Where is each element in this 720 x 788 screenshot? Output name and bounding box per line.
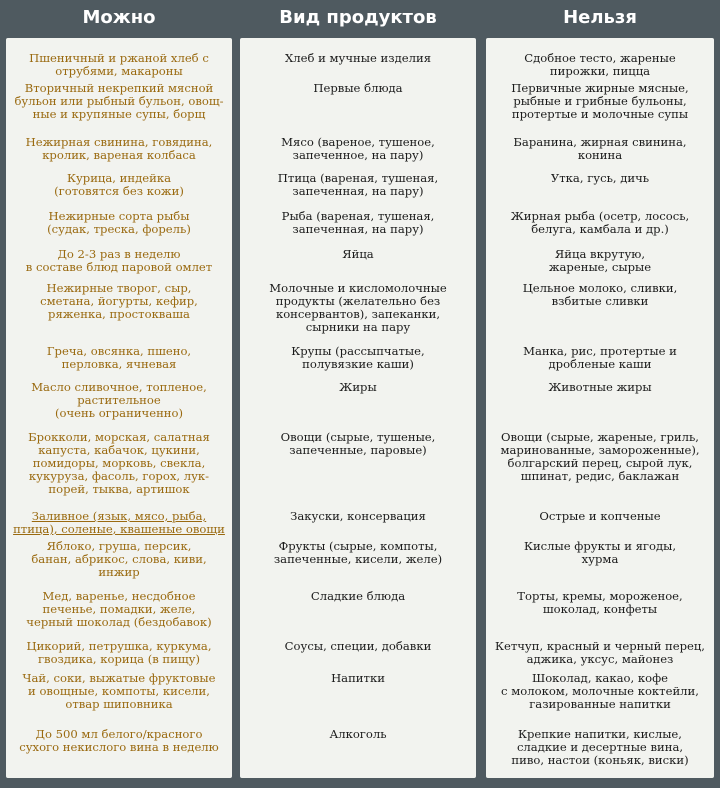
cell-cannot-10: Овощи (сырые, жареные, гриль, маринованные, замороженные), болгарский перец, сырой лук, шпинат, редис, баклажан — [500, 430, 700, 483]
cell-can-13: Мед, варенье, несдобное печенье, помадки, желе, черный шоколад (бездобавок) — [26, 589, 212, 629]
cell-can-9: Масло сливочное, топленое, растительное (очень ограниченно) — [31, 380, 207, 420]
header-cannot: Нельзя — [563, 7, 637, 28]
cell-type-8: Крупы (рассыпчатые, полувязкие каши) — [291, 344, 425, 371]
footer-bar — [0, 778, 720, 788]
column-can — [6, 38, 232, 778]
cell-can-6: До 2-3 раз в неделю в составе блюд паровой омлет — [25, 247, 213, 274]
cell-cannot-8: Манка, рис, протертые и дробленые каши — [523, 344, 677, 371]
cell-cannot-14: Кетчуп, красный и черный перец, аджика, уксус, майонез — [494, 639, 705, 666]
cell-cannot-5: Жирная рыба (осетр, лосось, белуга, камбала и др.) — [510, 209, 690, 236]
cell-cannot-9: Животные жиры — [548, 380, 652, 394]
cell-type-15: Напитки — [331, 671, 385, 685]
cell-type-10: Овощи (сырые, тушеные, запеченные, паровые) — [280, 430, 436, 457]
table-header — [0, 0, 720, 36]
cell-can-5: Нежирные сорта рыбы (судак, треска, форель) — [47, 209, 191, 236]
cell-cannot-13: Торты, кремы, мороженое, шоколад, конфеты — [517, 589, 683, 616]
header-can: Можно — [82, 7, 156, 28]
cell-type-14: Соусы, специи, добавки — [284, 639, 432, 653]
cell-type-2: Первые блюда — [313, 81, 403, 95]
cell-type-5: Рыба (вареная, тушеная, запеченная, на пару) — [281, 209, 435, 236]
cell-type-1: Хлеб и мучные изделия — [284, 51, 432, 65]
cell-type-3: Мясо (вареное, тушеное, запеченное, на пару) — [281, 135, 435, 162]
cell-cannot-3: Баранина, жирная свинина, конина — [513, 135, 687, 162]
column-cannot — [486, 38, 714, 778]
cell-can-11: Заливное (язык, мясо, рыба, птица), соленые, квашеные овощи — [13, 509, 225, 536]
cell-can-14: Цикорий, петрушка, куркума, гвоздика, корица (в пищу) — [26, 639, 212, 666]
cell-can-8: Греча, овсянка, пшено, перловка, ячневая — [46, 344, 192, 371]
header-type: Вид продуктов — [279, 7, 437, 28]
cell-can-15: Чай, соки, выжатые фруктовые и овощные, компоты, кисели, отвар шиповника — [22, 671, 216, 711]
cell-can-2: Вторичный некрепкий мясной бульон или рыбный бульон, овощ- ные и крупяные супы, борщ — [14, 81, 224, 121]
cell-cannot-1: Сдобное тесто, жареные пирожки, пицца — [524, 51, 676, 78]
cell-cannot-4: Утка, гусь, дичь — [550, 171, 650, 185]
cell-cannot-7: Цельное молоко, сливки, взбитые сливки — [522, 281, 678, 308]
cell-can-16: До 500 мл белого/красного сухого некислого вина в неделю — [19, 727, 219, 754]
cell-type-12: Фрукты (сырые, компоты, запеченные, кисели, желе) — [273, 539, 443, 566]
cell-type-4: Птица (вареная, тушеная, запеченная, на пару) — [277, 171, 439, 198]
cell-can-12: Яблоко, груша, персик, банан, абрикос, слова, киви, инжир — [31, 539, 207, 579]
cell-type-13: Сладкие блюда — [310, 589, 406, 603]
cell-cannot-16: Крепкие напитки, кислые, сладкие и десертные вина, пиво, настои (коньяк, виски) — [511, 727, 689, 767]
cell-can-4: Курица, индейка (готовятся без кожи) — [54, 171, 184, 198]
cell-cannot-12: Кислые фрукты и ягоды, хурма — [523, 539, 677, 566]
cell-type-9: Жиры — [339, 380, 377, 394]
cell-can-7: Нежирные творог, сыр, сметана, йогурты, кефир, ряженка, простокваша — [40, 281, 198, 321]
cell-can-3: Нежирная свинина, говядина, кролик, вареная колбаса — [25, 135, 213, 162]
column-type — [240, 38, 476, 778]
cell-cannot-11: Острые и копченые — [539, 509, 661, 523]
cell-can-1: Пшеничный и ржаной хлеб с отрубями, макароны — [29, 51, 209, 78]
cell-type-16: Алкоголь — [329, 727, 387, 741]
cell-cannot-6: Яйца вкрутую, жареные, сырые — [548, 247, 652, 274]
cell-cannot-2: Первичные жирные мясные, рыбные и грибные бульоны, протертые и молочные супы — [511, 81, 689, 121]
cell-type-11: Закуски, консервация — [290, 509, 426, 523]
cell-cannot-15: Шоколад, какао, кофе с молоком, молочные коктейли, газированные напитки — [501, 671, 699, 711]
cell-can-10: Брокколи, морская, салатная капуста, кабачок, цукини, помидоры, морковь, свекла, кукуруза, фасоль, горох, лук- порей, тыква, артишок — [28, 430, 210, 496]
cell-type-7: Молочные и кисломолочные продукты (желательно без консервантов), запеканки, сырники на пару — [269, 281, 447, 334]
cell-type-6: Яйца — [342, 247, 374, 261]
